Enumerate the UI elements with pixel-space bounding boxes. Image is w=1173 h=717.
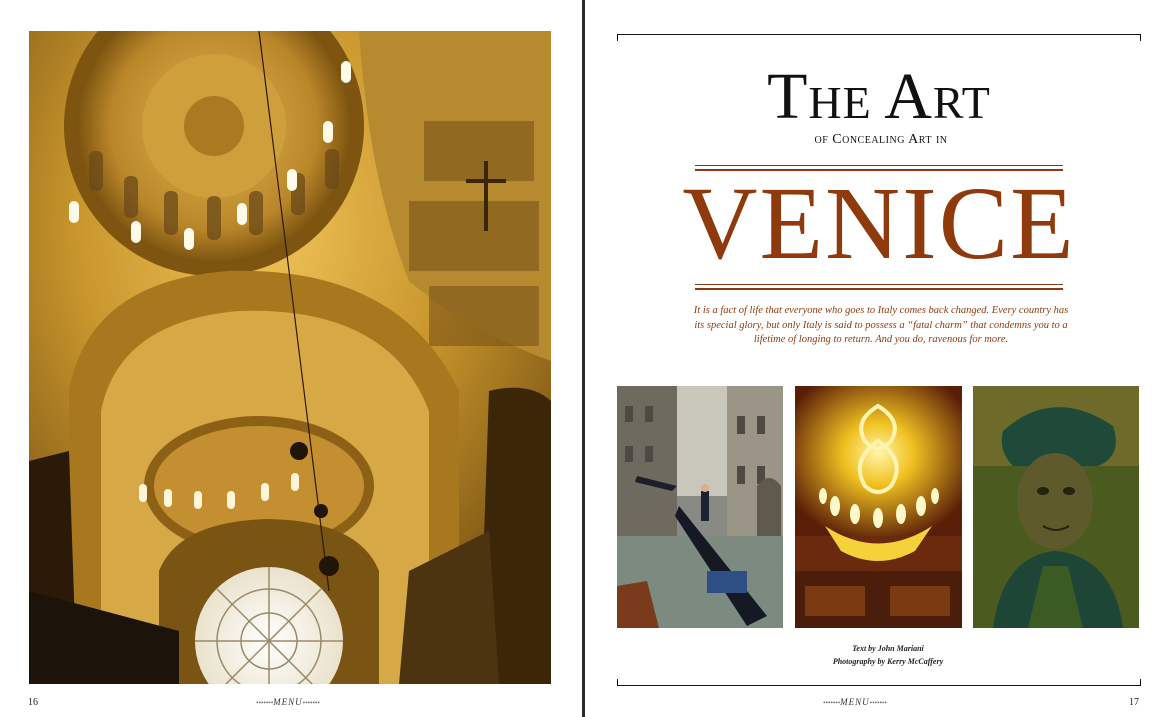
- article-subtitle: of Concealing Art in: [814, 132, 948, 147]
- right-page: [585, 0, 1173, 717]
- canal-gondola-photo: [617, 386, 783, 628]
- footer-ornament-icon: •••••••: [823, 699, 841, 707]
- footer-magazine-name: MENU: [273, 697, 303, 707]
- page-number-right: 17: [1129, 697, 1139, 708]
- running-footer-right: [823, 697, 887, 707]
- left-page: [0, 0, 582, 717]
- footer-magazine-name: MENU: [840, 697, 870, 707]
- credit-photographer: Photography by Kerry McCaffery: [832, 657, 944, 666]
- title-word-art: Art: [884, 60, 991, 133]
- murano-chandelier-photo: [795, 386, 962, 628]
- credit-writer: Text by John Mariani: [852, 644, 924, 653]
- running-footer-left: [256, 697, 320, 707]
- title-word-the: The: [767, 60, 872, 133]
- footer-ornament-icon: •••••••: [869, 699, 887, 707]
- article-title: [585, 60, 1173, 133]
- footer-ornament-icon: •••••••: [302, 699, 320, 707]
- carved-figure-photo: [973, 386, 1139, 628]
- page-number-left: 16: [28, 697, 38, 708]
- basilica-ceiling-photo: [29, 31, 551, 684]
- headline-venice: VENICE: [682, 166, 1076, 281]
- intro-paragraph: It is a fact of life that everyone who goes to Italy comes back changed. Every country has its special glory, but only Italy is said to possess a “fatal charm” that condemns you to a lifetime of longing to return. And you do, ravenous for more.: [693, 305, 1069, 345]
- footer-ornament-icon: •••••••: [256, 699, 274, 707]
- frame-rule-top: [617, 34, 1141, 41]
- frame-rule-bottom: [617, 679, 1141, 686]
- headline-rule-bottom: [695, 284, 1063, 290]
